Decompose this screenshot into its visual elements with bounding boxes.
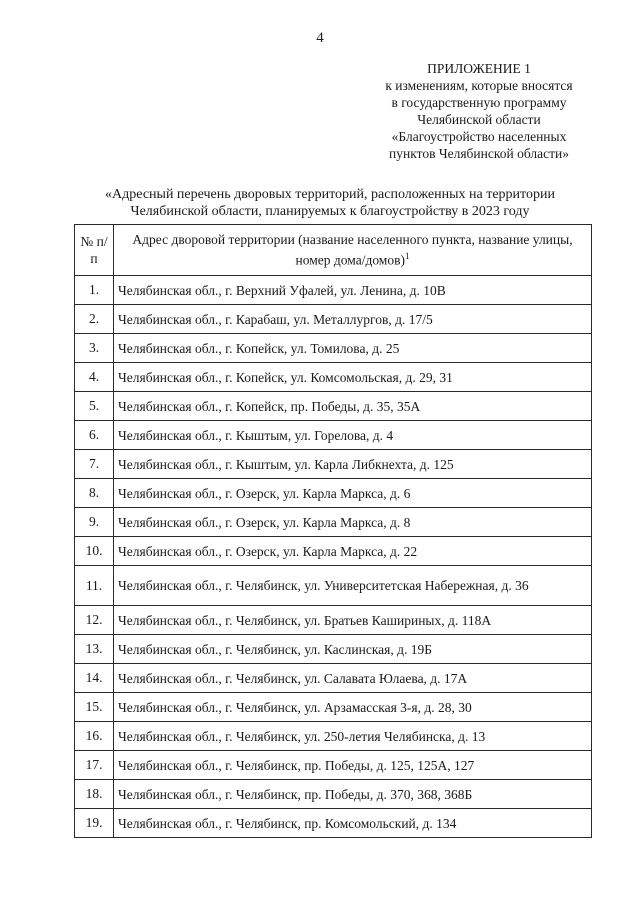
row-num: 5. — [75, 392, 114, 421]
row-address: Челябинская обл., г. Копейск, пр. Победы, д. 35, 35А — [114, 392, 592, 421]
row-address: Челябинская обл., г. Челябинск, ул. Университетская Набережная, д. 36 — [114, 566, 592, 606]
row-num: 16. — [75, 722, 114, 751]
row-address: Челябинская обл., г. Кыштым, ул. Карла Либкнехта, д. 125 — [114, 450, 592, 479]
footnote-marker: 1 — [404, 251, 410, 262]
table-row — [75, 722, 592, 751]
row-num: 4. — [75, 363, 114, 392]
row-num: 3. — [75, 334, 114, 363]
appendix-title: ПРИЛОЖЕНИЕ 1 — [427, 61, 531, 76]
row-address: Челябинская обл., г. Кыштым, ул. Горелова, д. 4 — [114, 421, 592, 450]
table-row — [75, 751, 592, 780]
row-address: Челябинская обл., г. Копейск, ул. Томилова, д. 25 — [114, 334, 592, 363]
row-num: 2. — [75, 305, 114, 334]
page-number: 4 — [316, 30, 324, 46]
table-row — [75, 276, 592, 305]
row-address: Челябинская обл., г. Озерск, ул. Карла Маркса, д. 8 — [114, 508, 592, 537]
table-row — [75, 809, 592, 838]
row-address: Челябинская обл., г. Челябинск, ул. 250-летия Челябинска, д. 13 — [114, 722, 592, 751]
header-address — [114, 225, 592, 276]
table-row — [75, 780, 592, 809]
appendix-header — [360, 60, 598, 162]
row-address: Челябинская обл., г. Челябинск, ул. Братьев Кашириных, д. 118А — [114, 606, 592, 635]
table-row — [75, 421, 592, 450]
table-row — [75, 334, 592, 363]
row-address: Челябинская обл., г. Челябинск, ул. Каслинская, д. 19Б — [114, 635, 592, 664]
appendix-line: к изменениям, которые вносятся — [385, 78, 573, 93]
row-address: Челябинская обл., г. Верхний Уфалей, ул. Ленина, д. 10В — [114, 276, 592, 305]
table-row — [75, 693, 592, 722]
row-num: 19. — [75, 809, 114, 838]
row-address: Челябинская обл., г. Озерск, ул. Карла Маркса, д. 22 — [114, 537, 592, 566]
document-title-line: Челябинской области, планируемых к благоустройству в 2023 году — [130, 204, 530, 219]
row-num: 14. — [75, 664, 114, 693]
row-num: 8. — [75, 479, 114, 508]
row-num: 7. — [75, 450, 114, 479]
table-row — [75, 606, 592, 635]
row-address: Челябинская обл., г. Челябинск, ул. Арзамасская 3-я, д. 28, 30 — [114, 693, 592, 722]
row-address: Челябинская обл., г. Копейск, ул. Комсомольская, д. 29, 31 — [114, 363, 592, 392]
row-address: Челябинская обл., г. Озерск, ул. Карла Маркса, д. 6 — [114, 479, 592, 508]
table-row — [75, 566, 592, 606]
row-num: 13. — [75, 635, 114, 664]
row-num: 11. — [75, 566, 114, 606]
row-num: 17. — [75, 751, 114, 780]
row-num: 10. — [75, 537, 114, 566]
table-row — [75, 450, 592, 479]
row-num: 18. — [75, 780, 114, 809]
appendix-line: Челябинской области — [417, 112, 541, 127]
table-row — [75, 363, 592, 392]
row-address: Челябинская обл., г. Челябинск, ул. Салавата Юлаева, д. 17А — [114, 664, 592, 693]
row-num: 1. — [75, 276, 114, 305]
row-address: Челябинская обл., г. Челябинск, пр. Победы, д. 370, 368, 368Б — [114, 780, 592, 809]
table-row — [75, 392, 592, 421]
appendix-line: пунктов Челябинской области» — [389, 146, 569, 161]
appendix-line: в государственную программу — [391, 95, 567, 110]
row-num: 12. — [75, 606, 114, 635]
table-row — [75, 508, 592, 537]
header-address-text: Адрес дворовой территории (название населенного пункта, название улицы, номер дома/домов) — [132, 232, 573, 268]
table-header-row — [75, 225, 592, 276]
table-row — [75, 635, 592, 664]
row-num: 15. — [75, 693, 114, 722]
document-title-line: «Адресный перечень дворовых территорий, расположенных на территории — [105, 187, 555, 202]
header-num: № п/п — [75, 225, 114, 276]
row-address: Челябинская обл., г. Карабаш, ул. Металлургов, д. 17/5 — [114, 305, 592, 334]
table-row — [75, 479, 592, 508]
table-row — [75, 664, 592, 693]
document-title — [60, 186, 600, 220]
table-row — [75, 305, 592, 334]
address-table — [74, 224, 592, 838]
row-address: Челябинская обл., г. Челябинск, пр. Комсомольский, д. 134 — [114, 809, 592, 838]
table-row — [75, 537, 592, 566]
row-num: 6. — [75, 421, 114, 450]
appendix-line: «Благоустройство населенных — [391, 129, 567, 144]
row-num: 9. — [75, 508, 114, 537]
row-address: Челябинская обл., г. Челябинск, пр. Победы, д. 125, 125А, 127 — [114, 751, 592, 780]
